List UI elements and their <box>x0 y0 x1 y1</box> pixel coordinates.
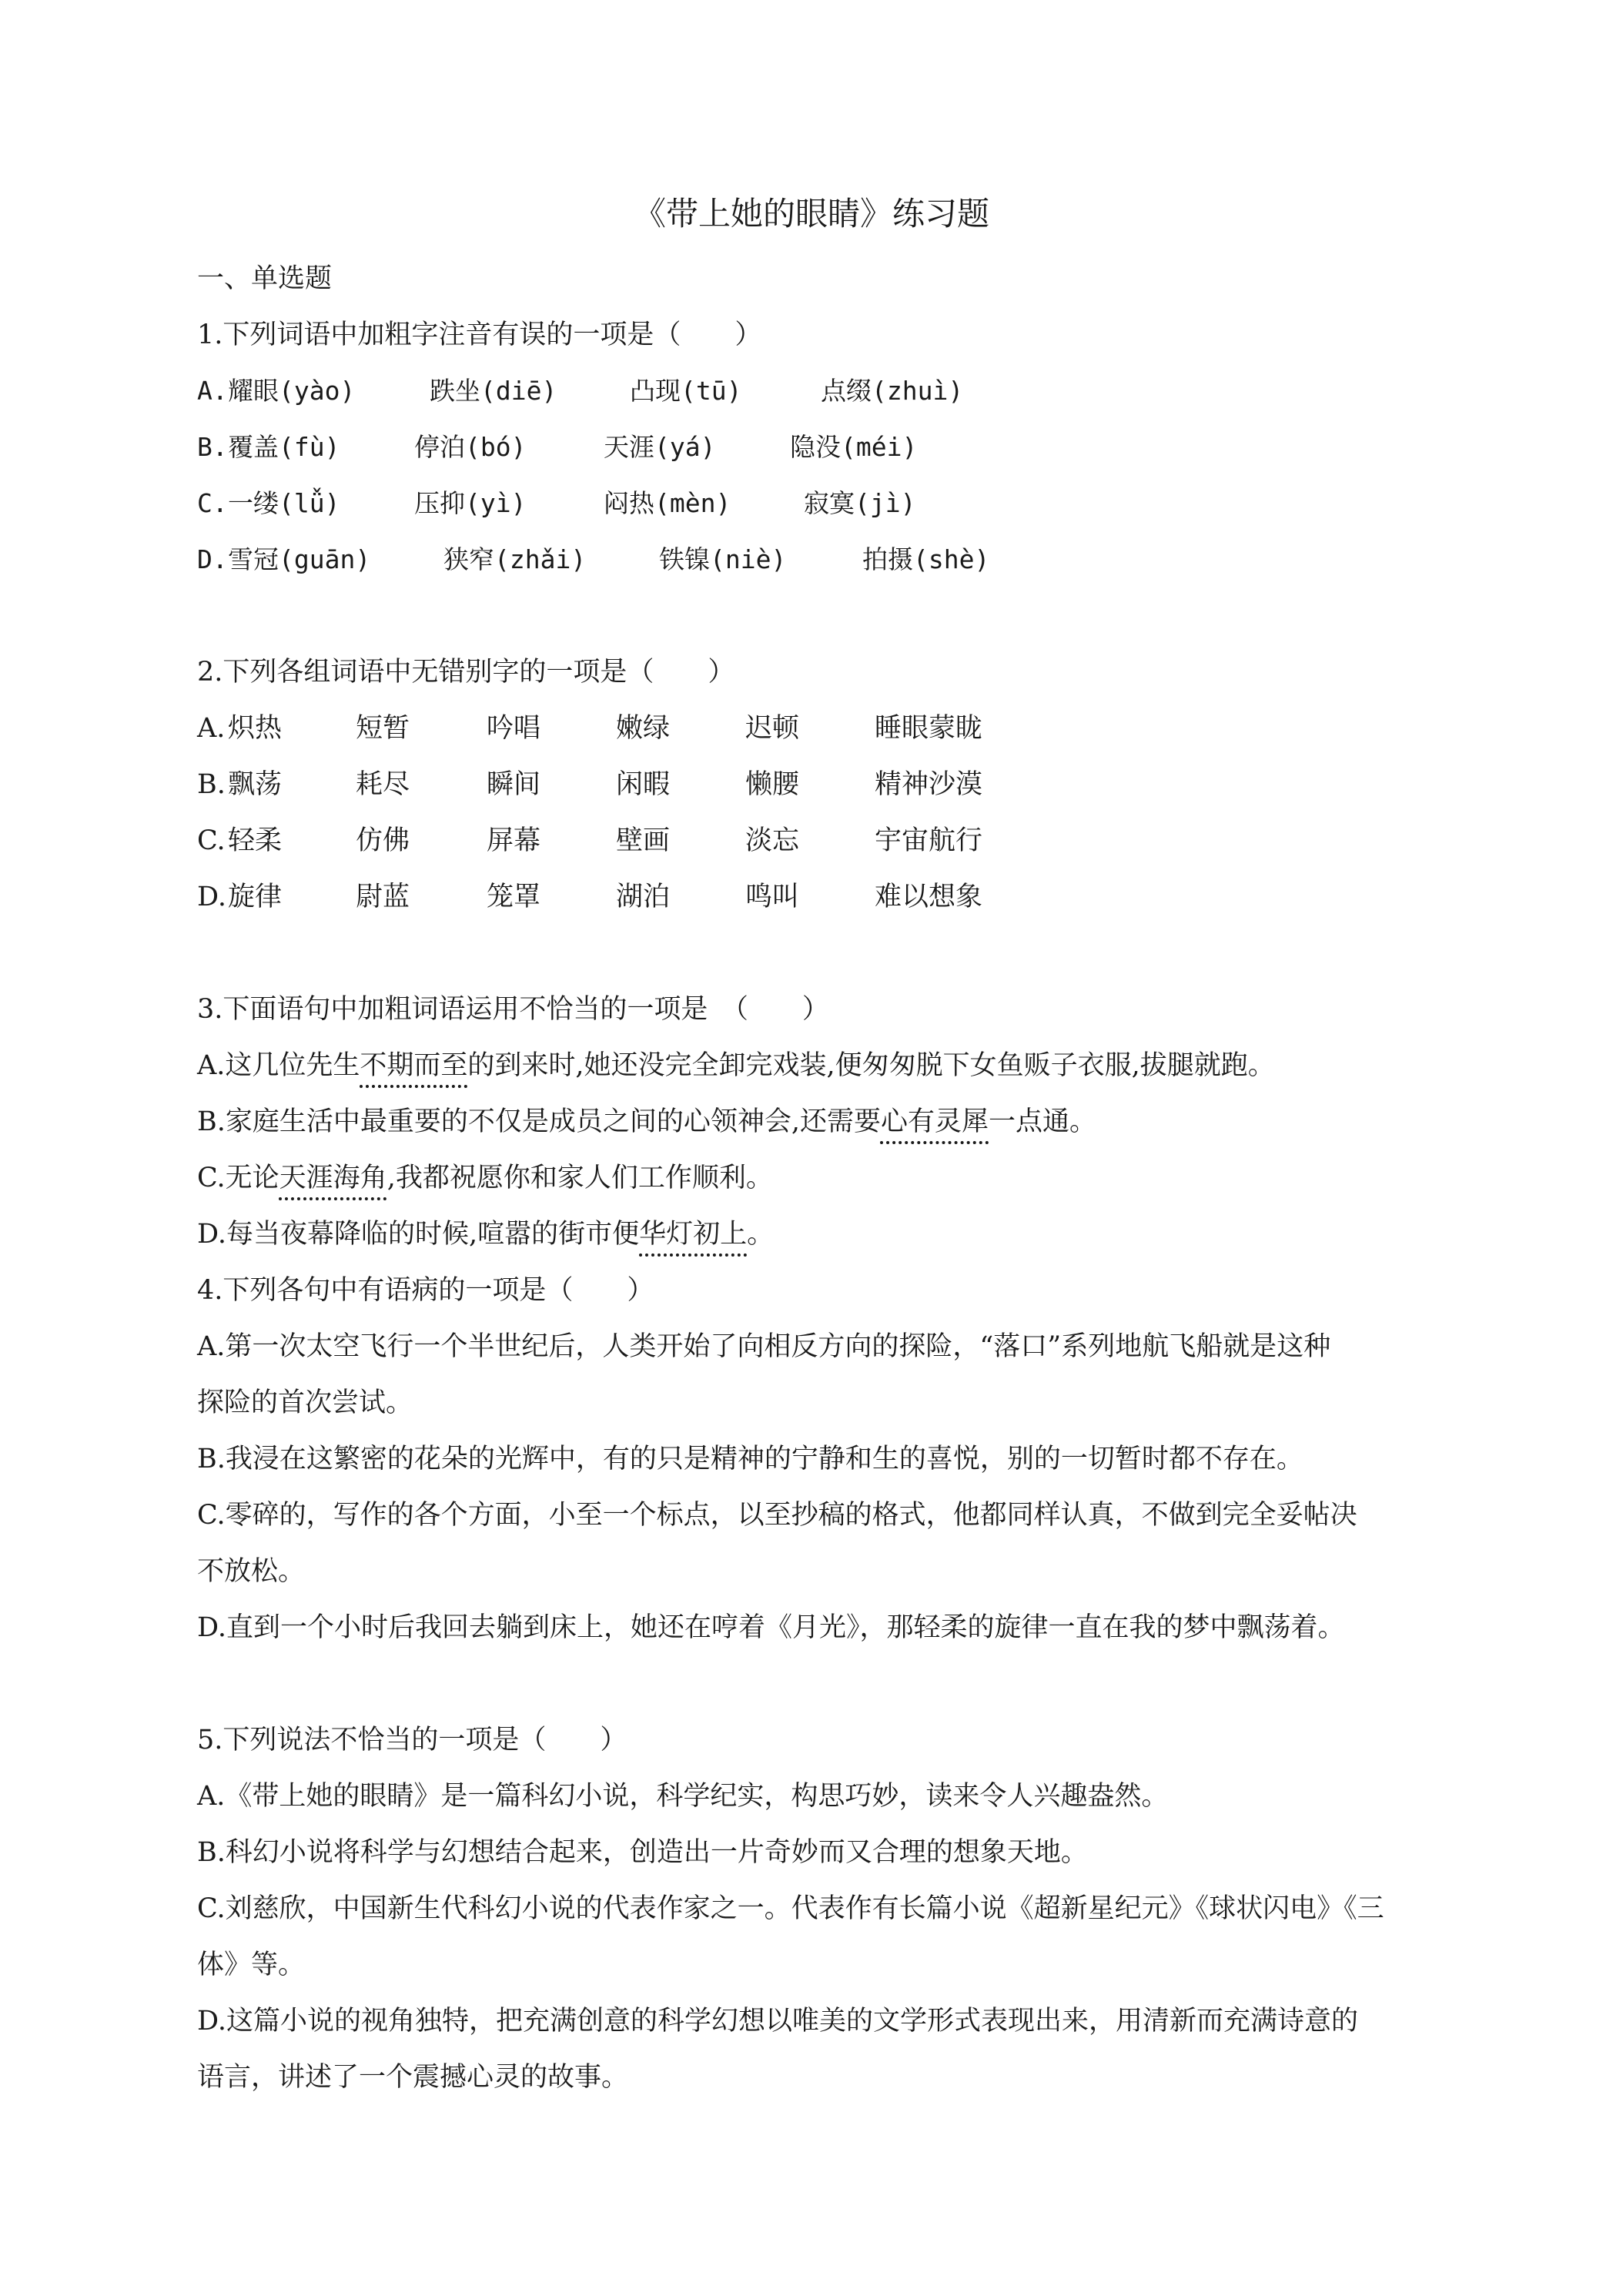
page-title: 《带上她的眼睛》练习题 <box>633 195 989 233</box>
q5-line: B.科幻小说将科学与幻想结合起来，创造出一片奇妙而又合理的想象天地。 <box>197 1837 1088 1868</box>
option-item: 湖泊 <box>616 882 671 912</box>
q3-option-a <box>197 1046 1275 1085</box>
option-item: 凸现(tū) <box>630 376 742 406</box>
option-letter: B. <box>197 769 226 800</box>
option-item: 闲暇 <box>616 769 671 800</box>
option-item: 壁画 <box>616 825 671 856</box>
option-item: 炽热 <box>228 713 283 744</box>
option-text: 一点通。 <box>989 1106 1097 1137</box>
option-text: 。 <box>747 1219 775 1250</box>
option-item: 覆盖(fù) <box>228 432 340 462</box>
option-item: 瞬间 <box>487 769 541 800</box>
option-item: 宇宙航行 <box>875 825 983 856</box>
option-text: C.无论 <box>197 1163 279 1193</box>
option-letter: D. <box>197 882 226 912</box>
q4-line: B.我浸在这繁密的花朵的光辉中，有的只是精神的宁静和生的喜悦，别的一切暂时都不存在。 <box>197 1444 1303 1474</box>
option-item: 天涯(yá) <box>604 432 716 462</box>
marked-word: 天涯海角 <box>279 1163 387 1193</box>
option-letter: C. <box>197 825 226 856</box>
marked-word: 不期而至 <box>360 1050 468 1081</box>
q4-line: A.第一次太空飞行一个半世纪后，人类开始了向相反方向的探险，“落口”系列地航飞船就是这种 <box>197 1331 1331 1362</box>
option-item: 狭窄(zhǎi) <box>443 544 587 574</box>
q5-line: D.这篇小说的视角独特，把充满创意的科学幻想以唯美的文学形式表现出来，用清新而充满诗意的 <box>197 2006 1358 2037</box>
q2-stem: 2.下列各组词语中无错别字的一项是（ ） <box>197 657 735 688</box>
option-item: 拍摄(shè) <box>862 544 990 574</box>
option-text: 的到来时,她还没完全卸完戏装,便匆匆脱下女鱼贩子衣服,拔腿就跑。 <box>467 1050 1275 1081</box>
option-letter: A. <box>197 376 228 406</box>
option-item: 精神沙漠 <box>875 769 983 800</box>
option-item: 耀眼(yào) <box>228 376 356 406</box>
option-item: 难以想象 <box>875 882 983 912</box>
q5-stem: 5.下列说法不恰当的一项是（ ） <box>197 1725 627 1755</box>
option-text: B.家庭生活中最重要的不仅是成员之间的心领神会,还需要 <box>197 1106 881 1137</box>
option-item: 尉蓝 <box>356 882 410 912</box>
q3-stem: 3.下面语句中加粗词语运用不恰当的一项是 （ ） <box>197 994 829 1025</box>
q4-line: D.直到一个小时后我回去躺到床上，她还在哼着《月光》，那轻柔的旋律一直在我的梦中飘荡着。 <box>197 1612 1345 1643</box>
option-item: 雪冠(guān) <box>228 544 371 574</box>
option-item: 旋律 <box>228 882 283 912</box>
option-item: 迟顿 <box>745 713 800 744</box>
marked-word: 华灯初上 <box>639 1219 748 1250</box>
option-letter: C. <box>197 488 228 518</box>
option-text: ,我都祝愿你和家人们工作顺利。 <box>387 1163 773 1193</box>
section-heading: 一、单选题 <box>197 263 333 294</box>
q4-line: C.零碎的，写作的各个方面，小至一个标点，以至抄稿的格式，他都同样认真，不做到完全妥帖决 <box>197 1500 1357 1531</box>
marked-word: 心有灵犀 <box>880 1106 989 1137</box>
q5-line: 体》等。 <box>197 1950 306 1980</box>
option-letter: D. <box>197 544 228 574</box>
q3-option-b <box>197 1103 1096 1141</box>
option-item: 点缀(zhuì) <box>821 376 964 406</box>
option-item: 跌坐(diē) <box>430 376 557 406</box>
option-item: 压抑(yì) <box>414 488 527 518</box>
option-letter: A. <box>197 713 226 744</box>
option-item: 隐没(méi) <box>790 432 918 462</box>
option-letter: B. <box>197 432 228 462</box>
option-item: 短暂 <box>356 713 410 744</box>
option-text: D.每当夜幕降临的时候,喧嚣的街市便 <box>197 1219 640 1250</box>
q3-option-c <box>197 1159 773 1197</box>
q4-stem: 4.下列各句中有语病的一项是（ ） <box>197 1275 654 1306</box>
option-item: 铁镍(niè) <box>659 544 787 574</box>
option-item: 吟唱 <box>487 713 541 744</box>
q3-option-d <box>197 1215 774 1253</box>
q1-stem: 1.下列词语中加粗字注音有误的一项是（ ） <box>197 320 762 350</box>
option-item: 一缕(lǚ) <box>228 488 340 518</box>
option-item: 鸣叫 <box>745 882 800 912</box>
option-item: 笼罩 <box>487 882 541 912</box>
q4-line: 不放松。 <box>197 1556 306 1587</box>
option-item: 耗尽 <box>356 769 410 800</box>
option-item: 懒腰 <box>745 769 800 800</box>
option-item: 飘荡 <box>228 769 283 800</box>
q4-line: 探险的首次尝试。 <box>197 1387 413 1418</box>
option-item: 淡忘 <box>745 825 800 856</box>
option-item: 停泊(bó) <box>414 432 527 462</box>
option-item: 嫩绿 <box>616 713 671 744</box>
q5-line: 语言，讲述了一个震撼心灵的故事。 <box>197 2062 629 2093</box>
option-item: 轻柔 <box>228 825 283 856</box>
option-text: A.这几位先生 <box>197 1050 360 1081</box>
option-item: 寂寞(jì) <box>804 488 916 518</box>
option-item: 睡眼蒙眬 <box>875 713 983 744</box>
option-item: 闷热(mèn) <box>604 488 731 518</box>
option-item: 屏幕 <box>487 825 541 856</box>
q5-line: A.《带上她的眼睛》是一篇科幻小说，科学纪实，构思巧妙，读来令人兴趣盎然。 <box>197 1781 1169 1812</box>
q5-line: C.刘慈欣，中国新生代科幻小说的代表作家之一。代表作有长篇小说《超新星纪元》《球状闪电》《三 <box>197 1893 1384 1924</box>
option-item: 仿佛 <box>356 825 410 856</box>
